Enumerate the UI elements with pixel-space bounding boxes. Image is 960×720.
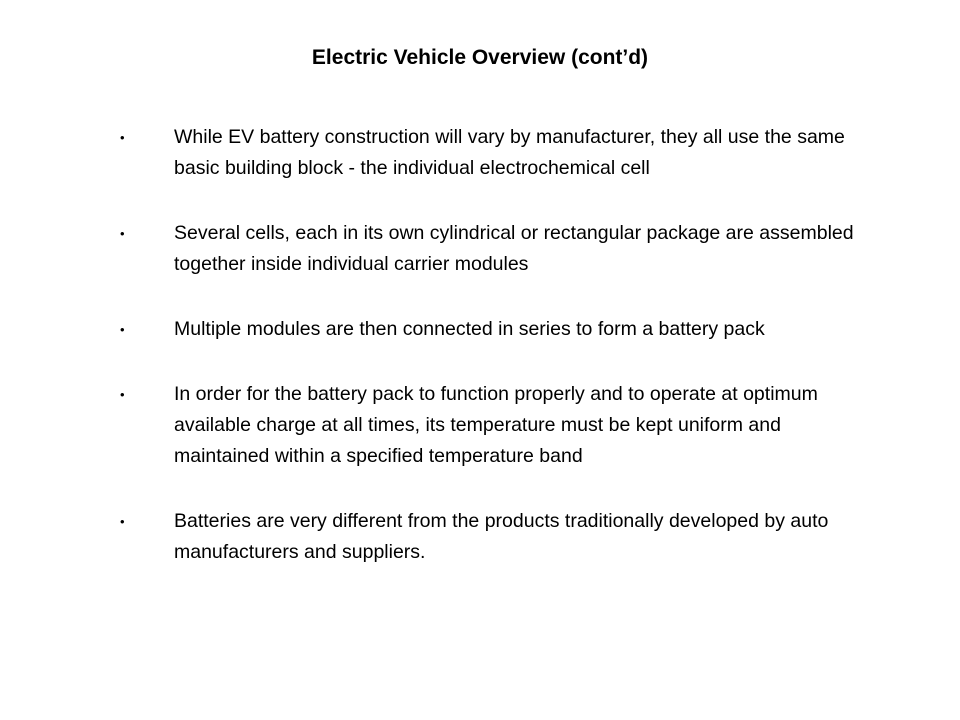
bullet-icon: • xyxy=(120,322,125,337)
bullet-icon: • xyxy=(120,387,125,402)
bullet-item xyxy=(120,314,880,345)
bullet-item xyxy=(120,506,880,568)
bullet-icon: • xyxy=(120,514,125,529)
bullet-text: Batteries are very different from the products traditionally developed by auto manufacturers and suppliers. xyxy=(174,510,829,563)
bullet-item xyxy=(120,379,880,472)
bullet-item xyxy=(120,122,880,184)
bullet-icon: • xyxy=(120,226,125,241)
slide-title: Electric Vehicle Overview (cont’d) xyxy=(311,46,649,69)
bullet-text: While EV battery construction will vary by manufacturer, they all use the same basic building block - the individual electrochemical cell xyxy=(174,126,845,179)
bullet-text: Several cells, each in its own cylindrical or rectangular package are assembled together inside individual carrier modules xyxy=(174,222,854,275)
bullet-list xyxy=(120,122,880,602)
bullet-icon: • xyxy=(120,130,125,145)
bullet-text: In order for the battery pack to function properly and to operate at optimum available charge at all times, its temperature must be kept uniform and maintained within a specified temperature band xyxy=(174,383,818,467)
bullet-item xyxy=(120,218,880,280)
bullet-text: Multiple modules are then connected in series to form a battery pack xyxy=(174,318,765,340)
